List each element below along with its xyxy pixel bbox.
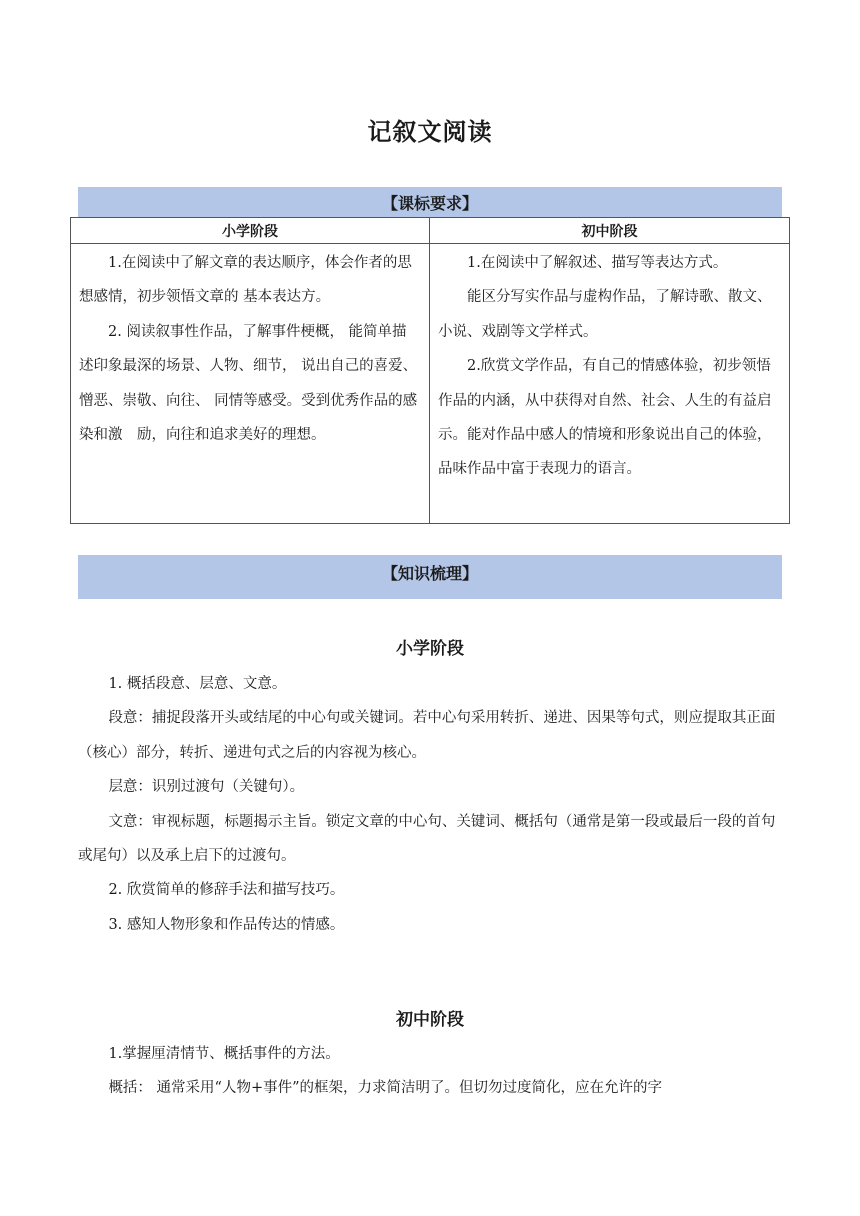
standards-heading: 【课标要求】	[78, 187, 782, 217]
column-header-primary: 小学阶段	[71, 218, 430, 244]
table-row	[71, 244, 790, 524]
page-title: 记叙文阅读	[367, 118, 493, 146]
paragraph: 1.掌握厘清情节、概括事件的方法。	[108, 1046, 340, 1062]
middle-requirements-cell	[430, 244, 790, 524]
primary-requirements-cell	[71, 244, 430, 524]
middle-stage-content	[78, 1037, 784, 1106]
paragraph: 概括： 通常采用“人物+事件”的框架，力求简洁明了。但切勿过度简化，应在允许的字	[108, 1080, 663, 1097]
middle-requirement-1: 1.在阅读中了解叙述、描写等表达方式。	[467, 255, 728, 271]
knowledge-heading: 【知识梳理】	[78, 555, 782, 599]
paragraph: 3. 感知人物形象和作品传达的情感。	[108, 916, 345, 933]
paragraph: 2. 欣赏简单的修辞手法和描写技巧。	[108, 882, 345, 899]
column-header-middle: 初中阶段	[430, 218, 790, 244]
paragraph: 层意：识别过渡句（关键句）。	[108, 779, 305, 796]
primary-requirement-2: 2. 阅读叙事性作品，了解事件梗概， 能简单描述印象最深的场景、人物、细节， 说出自己的喜爱、憎恶、崇敬、向往、 同情等感受。受到优秀作品的感染和激 励，向往和追求美好的理想。	[79, 323, 418, 444]
paragraph: 段意：捕捉段落开头或结尾的中心句或关键词。若中心句采用转折、递进、因果等句式，则应提取其正面（核心）部分，转折、递进句式之后的内容视为核心。	[78, 710, 776, 761]
standards-table	[70, 217, 790, 524]
middle-requirement-3: 2.欣赏文学作品，有自己的情感体验，初步领悟作品的内涵，从中获得对自然、社会、人生的有益启示。能对作品中感人的情境和形象说出自己的体验，品味作品中富于表现力的语言。	[438, 358, 772, 478]
table-header-row	[71, 218, 790, 244]
paragraph: 1. 概括段意、层意、文意。	[108, 676, 287, 692]
paragraph: 文意：审视标题，标题揭示主旨。锁定文章的中心句、关键词、概括句（通常是第一段或最后一段的首句或尾句）以及承上启下的过渡句。	[78, 813, 776, 865]
middle-stage-title: 初中阶段	[396, 1010, 464, 1030]
middle-requirement-2: 能区分写实作品与虚构作品，了解诗歌、散文、小说、戏剧等文学样式。	[438, 289, 772, 340]
primary-stage-title: 小学阶段	[396, 639, 464, 659]
primary-stage-content	[78, 667, 784, 942]
primary-requirement-1: 1.在阅读中了解文章的表达顺序，体会作者的思想感情，初步领悟文章的 基本表达方。	[79, 255, 412, 306]
